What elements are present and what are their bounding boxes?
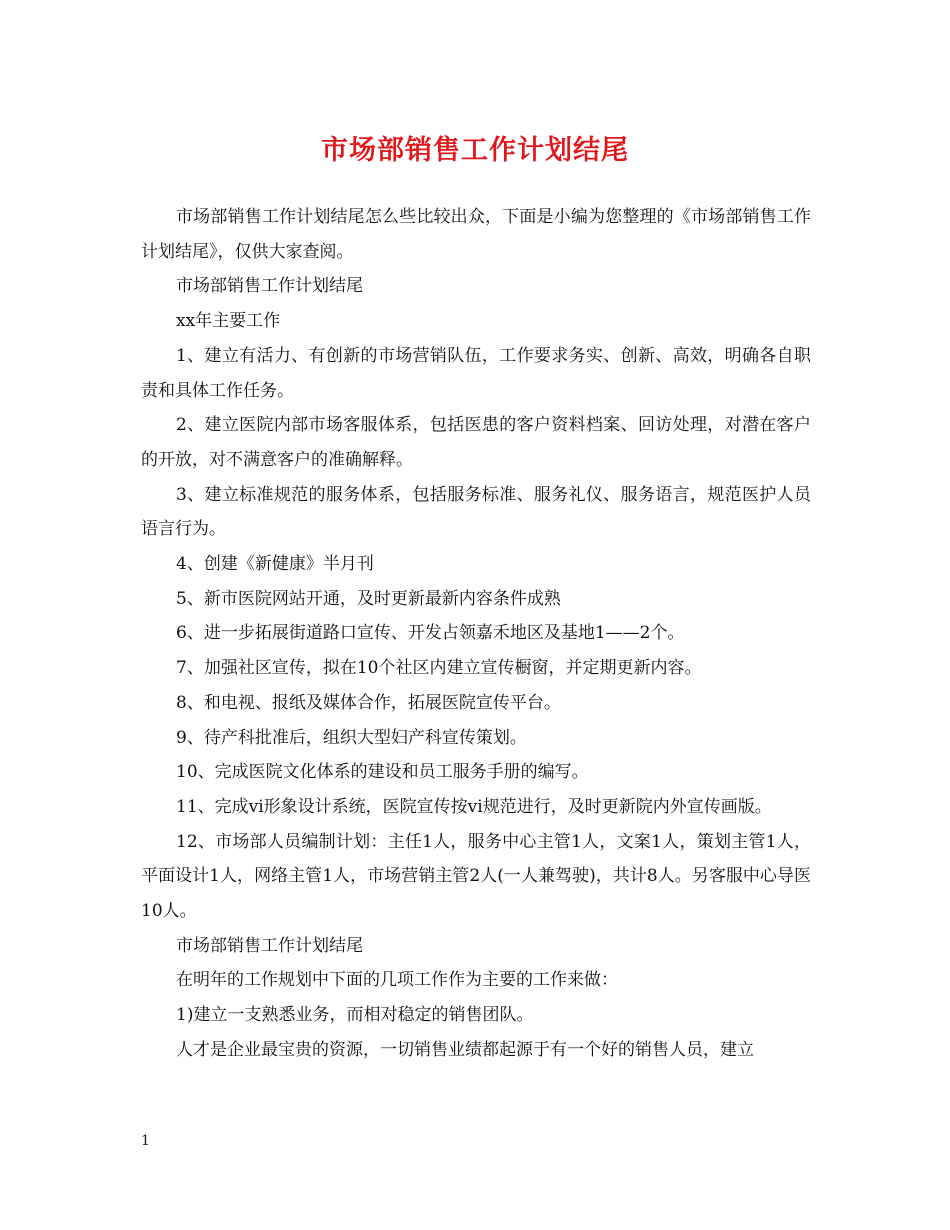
list-item: 1、建立有活力、有创新的市场营销队伍，工作要求务实、创新、高效，明确各自职责和具体工作任务。	[141, 345, 811, 401]
document-body	[141, 200, 811, 1068]
list-item: 5、新市医院网站开通，及时更新最新内容条件成熟	[176, 588, 561, 609]
subheading-main-work: xx年主要工作	[176, 311, 281, 332]
section-heading: 市场部销售工作计划结尾	[176, 276, 363, 297]
list-item: 6、进一步拓展街道路口宣传、开发占领嘉禾地区及基地1——2个。	[176, 623, 685, 644]
list-item: 11、完成vi形象设计系统，医院宣传按vi规范进行，及时更新院内外宣传画版。	[176, 796, 772, 817]
list-item: 2、建立医院内部市场客服体系，包括医患的客户资料档案、回访处理，对潜在客户的开放，对不满意客户的准确解释。	[141, 415, 811, 470]
intro-paragraph: 市场部销售工作计划结尾怎么些比较出众，下面是小编为您整理的《市场部销售工作计划结尾》，仅供大家查阅。	[141, 207, 811, 262]
list-item: 12、市场部人员编制计划：主任1人，服务中心主管1人，文案1人，策划主管1人，平面设计1人，网络主管1人，市场营销主管2人(一人兼驾驶)，共计8人。另客服中心导医10人。	[141, 831, 811, 922]
list-item: 7、加强社区宣传，拟在10个社区内建立宣传橱窗，并定期更新内容。	[176, 658, 702, 679]
list-item: 9、待产科批准后，组织大型妇产科宣传策划。	[176, 727, 527, 748]
list-item: 1)建立一支熟悉业务，而相对稳定的销售团队。	[176, 1005, 534, 1026]
body-paragraph: 人才是企业最宝贵的资源，一切销售业绩都起源于有一个好的销售人员，建立	[176, 1039, 754, 1060]
document-title: 市场部销售工作计划结尾	[321, 135, 629, 166]
section-heading: 市场部销售工作计划结尾	[176, 935, 363, 956]
list-item: 10、完成医院文化体系的建设和员工服务手册的编写。	[176, 762, 589, 783]
list-item: 3、建立标准规范的服务体系，包括服务标准、服务礼仪、服务语言，规范医护人员语言行为。	[141, 484, 811, 540]
body-paragraph: 在明年的工作规划中下面的几项工作作为主要的工作来做：	[176, 970, 618, 991]
list-item: 4、创建《新健康》半月刊	[176, 554, 374, 575]
page-number: 1	[141, 1133, 150, 1149]
list-item: 8、和电视、报纸及媒体合作，拓展医院宣传平台。	[176, 692, 561, 713]
